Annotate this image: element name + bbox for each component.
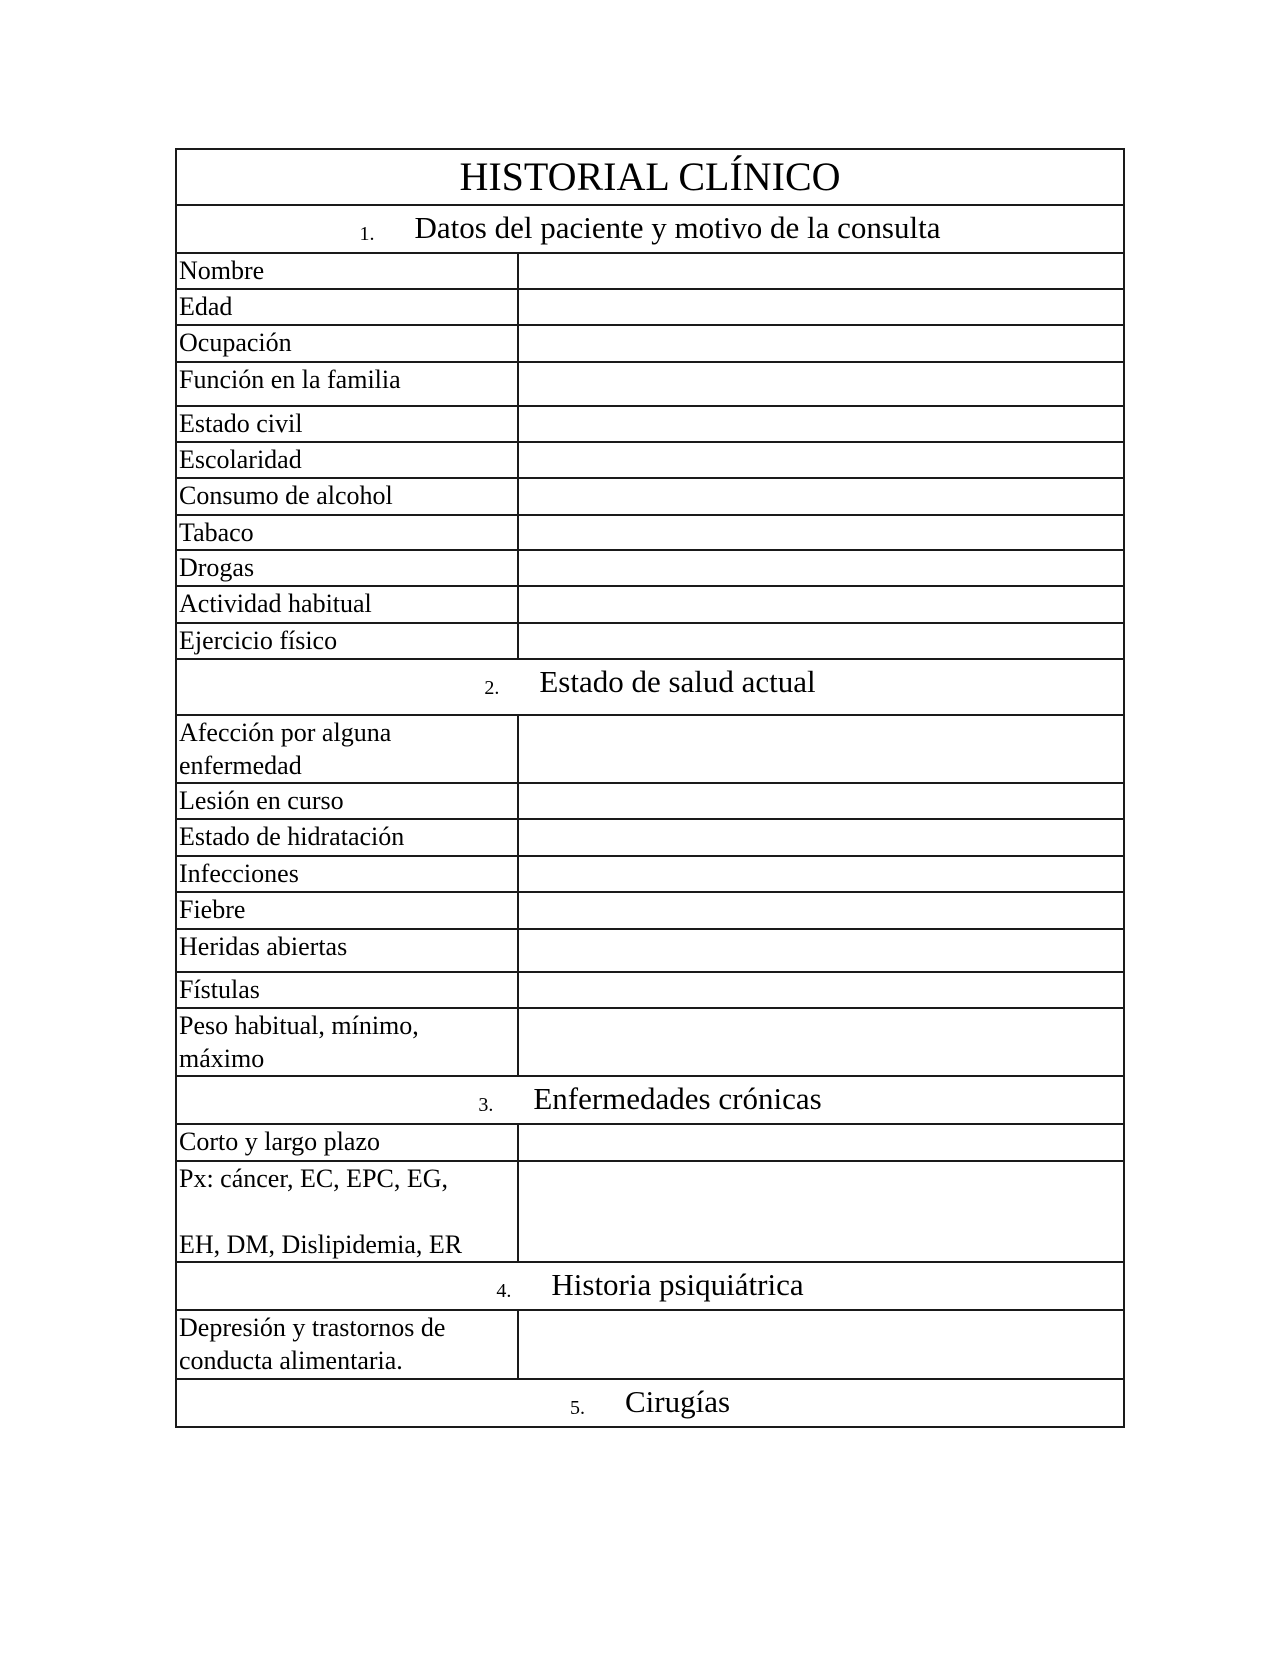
form-row (176, 362, 1124, 406)
section-number: 1. (359, 223, 375, 245)
form-row (176, 253, 1124, 289)
form-row (176, 715, 1124, 783)
field-value[interactable] (518, 1008, 1124, 1076)
form-row (176, 325, 1124, 362)
form-row (176, 1124, 1124, 1161)
form-row (176, 515, 1124, 550)
field-value[interactable] (518, 783, 1124, 819)
section-heading (176, 205, 1124, 253)
field-label: Peso habitual, mínimo, máximo (176, 1008, 518, 1076)
section-header-row (176, 205, 1124, 253)
form-row (176, 972, 1124, 1008)
field-value[interactable] (518, 325, 1124, 362)
field-value[interactable] (518, 1310, 1124, 1379)
field-value[interactable] (518, 442, 1124, 478)
field-label: Función en la familia (176, 362, 518, 406)
form-row (176, 1161, 1124, 1262)
field-value[interactable] (518, 1124, 1124, 1161)
section-heading (176, 1076, 1124, 1124)
section-number: 5. (569, 1397, 585, 1419)
section-header-row (176, 1262, 1124, 1310)
field-label: Infecciones (176, 856, 518, 892)
section-header-row (176, 659, 1124, 715)
section-heading (176, 1379, 1124, 1427)
form-body (176, 149, 1124, 1427)
field-label: Escolaridad (176, 442, 518, 478)
section-number: 2. (484, 677, 500, 699)
field-label: Nombre (176, 253, 518, 289)
field-value[interactable] (518, 856, 1124, 892)
field-value[interactable] (518, 715, 1124, 783)
field-label: Fístulas (176, 972, 518, 1008)
section-heading-text: Cirugías (624, 1384, 731, 1419)
section-header-row (176, 1379, 1124, 1427)
field-value[interactable] (518, 289, 1124, 325)
field-label: Drogas (176, 550, 518, 586)
section-number: 3. (478, 1094, 494, 1116)
form-row (176, 1310, 1124, 1379)
form-row (176, 406, 1124, 442)
section-heading (176, 659, 1124, 715)
section-heading-text: Historia psiquiátrica (551, 1267, 804, 1302)
field-value[interactable] (518, 586, 1124, 623)
field-value[interactable] (518, 550, 1124, 586)
form-row (176, 929, 1124, 972)
form-row (176, 442, 1124, 478)
field-value[interactable] (518, 253, 1124, 289)
form-row (176, 819, 1124, 856)
clinical-history-form (175, 148, 1125, 1428)
field-label: Actividad habitual (176, 586, 518, 623)
form-row (176, 623, 1124, 659)
field-label: Lesión en curso (176, 783, 518, 819)
field-value[interactable] (518, 972, 1124, 1008)
field-label: Edad (176, 289, 518, 325)
section-header-row (176, 1076, 1124, 1124)
section-heading-text: Estado de salud actual (539, 664, 816, 699)
field-label: Estado de hidratación (176, 819, 518, 856)
form-row (176, 586, 1124, 623)
field-label: Px: cáncer, EC, EPC, EG, EH, DM, Dislipidemia, ER (176, 1161, 518, 1262)
title-row (176, 149, 1124, 205)
field-value[interactable] (518, 362, 1124, 406)
field-value[interactable] (518, 406, 1124, 442)
form-row (176, 478, 1124, 515)
field-value[interactable] (518, 623, 1124, 659)
section-heading-text: Datos del paciente y motivo de la consulta (414, 210, 941, 245)
form-row (176, 856, 1124, 892)
form-row (176, 550, 1124, 586)
field-label: Corto y largo plazo (176, 1124, 518, 1161)
field-label: Depresión y trastornos de conducta alimentaria. (176, 1310, 518, 1379)
field-value[interactable] (518, 929, 1124, 972)
field-value[interactable] (518, 892, 1124, 929)
field-label: Heridas abiertas (176, 929, 518, 972)
field-label: Afección por alguna enfermedad (176, 715, 518, 783)
document-title: HISTORIAL CLÍNICO (176, 149, 1124, 205)
field-value[interactable] (518, 1161, 1124, 1262)
field-label: Ejercicio físico (176, 623, 518, 659)
form-row (176, 1008, 1124, 1076)
field-label: Ocupación (176, 325, 518, 362)
field-label: Consumo de alcohol (176, 478, 518, 515)
section-number: 4. (496, 1280, 512, 1302)
field-value[interactable] (518, 478, 1124, 515)
field-label: Tabaco (176, 515, 518, 550)
section-heading (176, 1262, 1124, 1310)
form-row (176, 892, 1124, 929)
field-value[interactable] (518, 515, 1124, 550)
field-label: Estado civil (176, 406, 518, 442)
form-row (176, 783, 1124, 819)
form-row (176, 289, 1124, 325)
field-label: Fiebre (176, 892, 518, 929)
section-heading-text: Enfermedades crónicas (533, 1081, 822, 1116)
field-value[interactable] (518, 819, 1124, 856)
